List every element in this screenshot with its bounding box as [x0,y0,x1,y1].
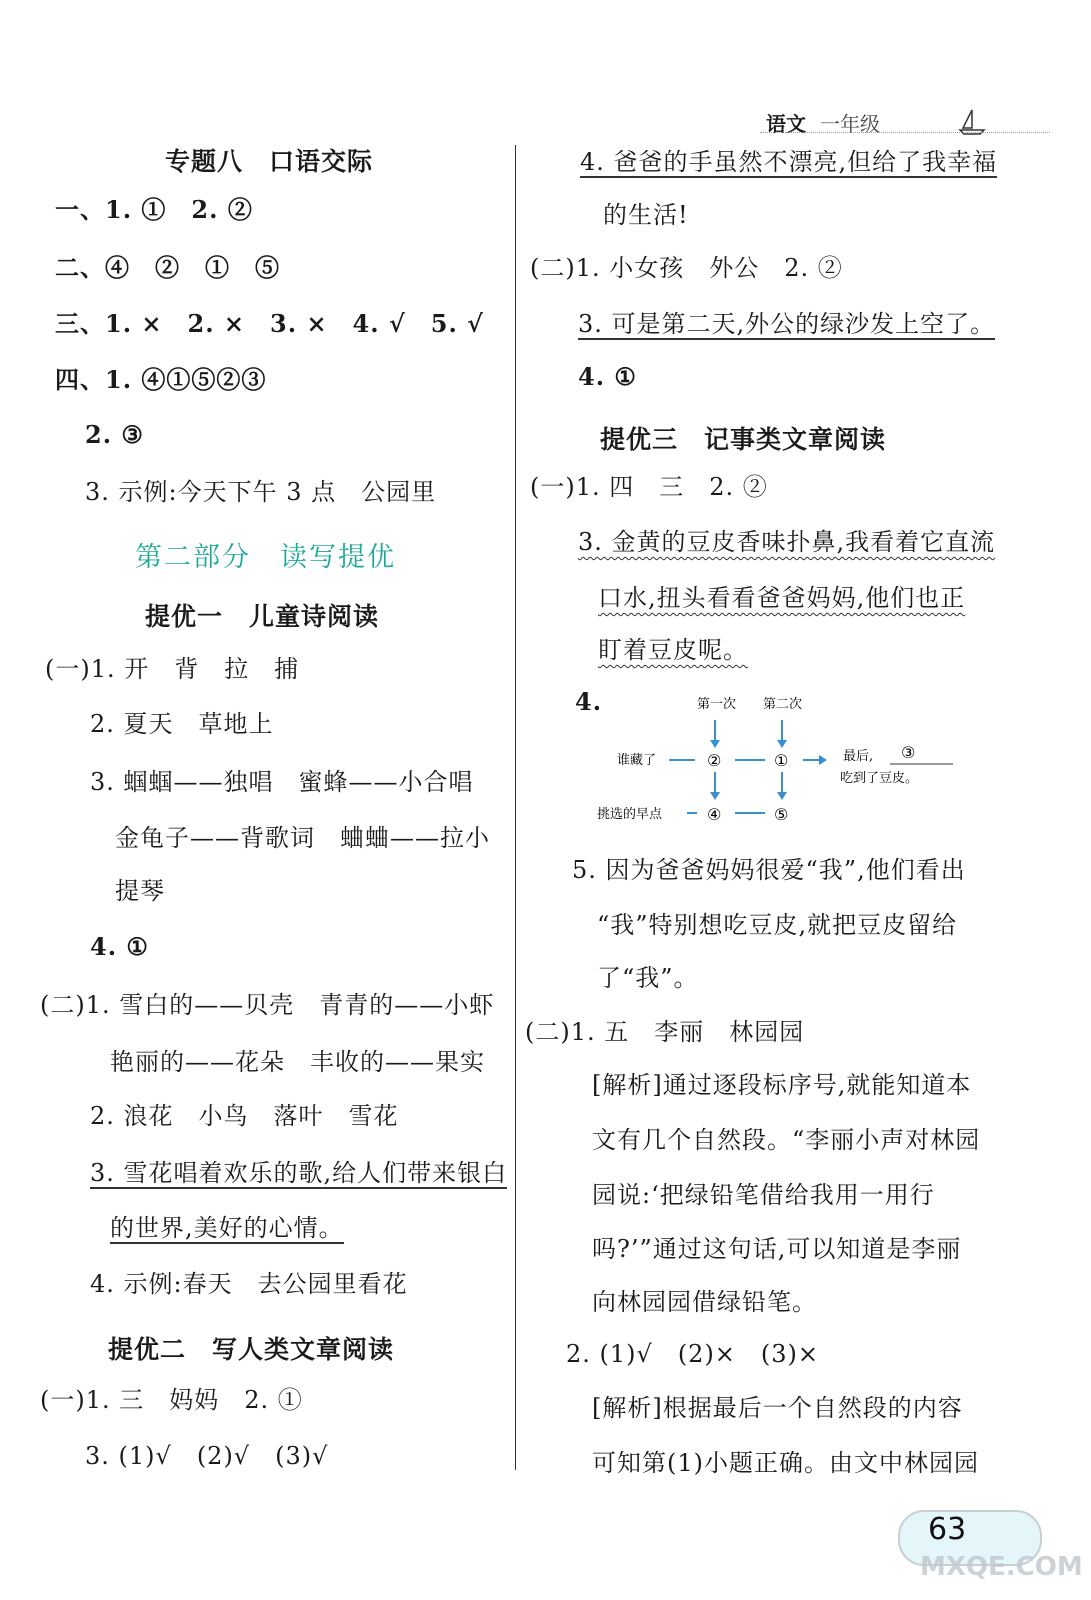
part-title: 第二部分 读写提优 [135,542,396,573]
analysis-line: 可知第(1)小题正确。由文中林园园 [592,1449,979,1477]
wavy-answer: 盯着豆皮呢。 [598,636,748,664]
answer-line: 提琴 [115,877,165,905]
diagram-answer: ③ [901,743,916,762]
section-title-person: 提优二 写人类文章阅读 [108,1335,395,1364]
answer-line: (一)1. 开 背 拉 捕 [45,655,300,683]
diagram-n3: ④ [707,805,722,824]
answer-line: (二)1. 五 李丽 林园园 [525,1018,805,1046]
answer-line: (一)1. 三 妈妈 2. ① [40,1386,303,1414]
column-divider [515,145,516,1470]
answer-line: 4. ① [578,362,637,391]
answer-line: 4. [575,687,603,716]
answer-line: (一)1. 四 三 2. ② [530,473,768,501]
answer-line: 4. 示例:春天 去公园里看花 [90,1270,408,1298]
section-title-oral: 专题八 口语交际 [165,147,374,176]
analysis-line: 吗?’”通过这句话,可以知道是李丽 [592,1235,962,1263]
answer-line: 5. 因为爸爸妈妈很爱“我”,他们看出 [572,856,966,884]
header-grade: 一年级 [820,112,880,136]
watermark-text: MXQE.COM [920,1552,1083,1582]
header-subject: 语文 [766,112,806,136]
underlined-answer: 4. 爸爸的手虽然不漂亮,但给了我幸福 [580,148,998,176]
underlined-answer: 3. 雪花唱着欢乐的歌,给人们带来银白 [90,1159,508,1187]
diagram-row2: 挑选的早点 [597,807,663,822]
diagram-ate: 吃到了豆皮。 [840,771,919,786]
answer-line: 3. 示例:今天下午 3 点 公园里 [85,478,437,506]
answer-line: 一、1. ① 2. ② [55,195,253,224]
answer-line: 三、1. × 2. × 3. × 4. √ 5. √ [55,309,484,338]
answer-line: 四、1. ④①⑤②③ [55,365,267,394]
section-title-event: 提优三 记事类文章阅读 [600,425,887,454]
diagram-col2: 第二次 [763,697,803,712]
analysis-line: [解析]根据最后一个自然段的内容 [592,1394,963,1422]
answer-line: “我”特别想吃豆皮,就把豆皮留给 [597,911,958,939]
answer-line: (二)1. 雪白的——贝壳 青青的——小虾 [40,991,495,1019]
analysis-line: 文有几个自然段。“李丽小声对林园 [592,1126,981,1154]
diagram-n2: ① [774,751,789,770]
order-diagram [585,690,995,830]
answer-line: 金龟子——背歌词 蛐蛐——拉小 [115,824,490,852]
answer-line: 3. 蝈蝈——独唱 蜜蜂——小合唱 [90,768,474,796]
analysis-line: [解析]通过逐段标序号,就能知道本 [592,1071,972,1099]
answer-line: 2. ③ [85,420,144,449]
answer-line: 二、④ ② ① ⑤ [55,253,280,282]
answer-line: 2. 夏天 草地上 [90,710,274,738]
underlined-answer: 的世界,美好的心情。 [110,1214,344,1242]
diagram-row1: 谁藏了 [617,753,657,768]
answer-line: (二)1. 小女孩 外公 2. ② [530,254,843,282]
watermark [880,1490,1083,1590]
underlined-answer: 3. 可是第二天,外公的绿沙发上空了。 [578,310,996,338]
header-line [760,132,1050,133]
diagram-n1: ② [707,751,722,770]
diagram-last: 最后, [843,749,874,764]
answer-line: 2. (1)√ (2)× (3)× [566,1340,820,1368]
analysis-line: 园说:‘把绿铅笔借给我用一用行 [592,1181,935,1209]
answer-line: 了“我”。 [597,964,699,992]
diagram-col1: 第一次 [697,697,737,712]
diagram-n4: ⑤ [774,805,789,824]
answer-line: 2. 浪花 小鸟 落叶 雪花 [90,1102,399,1130]
wavy-answer: 口水,扭头看看爸爸妈妈,他们也正 [598,584,966,612]
answer-line: 3. (1)√ (2)√ (3)√ [85,1442,329,1470]
page-number: 63 [928,1512,967,1547]
section-title-poem: 提优一 儿童诗阅读 [145,602,380,631]
analysis-line: 向林园园借绿铅笔。 [592,1288,817,1316]
answer-line: 艳丽的——花朵 丰收的——果实 [110,1048,485,1076]
wavy-answer: 3. 金黄的豆皮香味扑鼻,我看着它直流 [578,528,996,556]
answer-line: 4. ① [90,932,149,961]
answer-line: 的生活! [603,201,689,229]
